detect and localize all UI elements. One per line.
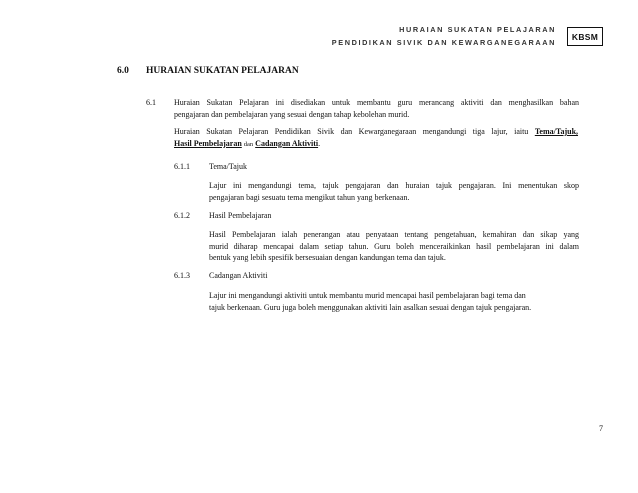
bold-term-tema-tajuk: Tema/Tajuk, bbox=[534, 127, 579, 136]
text-line: pengajaran dan pembelajaran yang sesuai dengan tahap kebolehan murid. bbox=[174, 109, 410, 119]
header-line-1: HURAIAN SUKATAN PELAJARAN bbox=[399, 25, 556, 34]
item-6-1-paragraph-2 bbox=[174, 126, 578, 150]
text-line bbox=[174, 126, 578, 138]
text-line: murid diharap mencapai dalam setiap tahun. Guru boleh menceraikinkan hasil pembelajaran ini dalam bbox=[209, 241, 579, 251]
item-6-1-3-paragraph bbox=[209, 290, 579, 313]
item-6-1-3-number: 6.1.3 bbox=[174, 271, 190, 280]
text-line: Huraian Sukatan Pelajaran ini disediakan untuk membantu guru merancang aktiviti dan menghasilkan bahan bbox=[174, 98, 579, 107]
section-title: HURAIAN SUKATAN PELAJARAN bbox=[146, 66, 299, 76]
item-6-1-1-paragraph bbox=[209, 180, 579, 203]
header-line-2: PENDIDIKAN SIVIK DAN KEWARGANEGARAAN bbox=[331, 38, 556, 47]
bold-term-hasil-pembelajaran: Hasil Pembelajaran bbox=[174, 138, 242, 148]
item-6-1-2-title: Hasil Pembelajaran bbox=[209, 211, 272, 220]
kbsm-badge: KBSM bbox=[567, 27, 603, 46]
text-span: dan bbox=[243, 140, 254, 148]
text-line: pengajaran bagi sesuatu tema mengikut tahun yang berkenaan. bbox=[209, 192, 410, 202]
item-6-1-1-number: 6.1.1 bbox=[174, 162, 190, 171]
text-line: tajuk berkenaan. Guru juga boleh menggunakan aktiviti lain asalkan sesuai dengan tajuk pengajaran. bbox=[209, 302, 532, 312]
text-line: Lajur ini mengandungi aktiviti untuk membantu murid mencapai hasil pembelajaran bagi tema dan bbox=[209, 291, 526, 300]
text-span: Huraian Sukatan Pelajaran Pendidikan Sivik dan Kewarganegaraan mengandungi tiga lajur, iaitu bbox=[174, 127, 529, 136]
item-6-1-3-title: Cadangan Aktiviti bbox=[209, 271, 268, 280]
text-line bbox=[174, 138, 578, 151]
item-6-1-number: 6.1 bbox=[146, 98, 156, 107]
text-line: Lajur ini mengandungi tema, tajuk pengajaran dan huraian tajuk pengajaran. Ini menentukan skop bbox=[209, 181, 579, 190]
item-6-1-2-number: 6.1.2 bbox=[174, 211, 190, 220]
text-span: . bbox=[318, 138, 321, 148]
item-6-1-1-title: Tema/Tajuk bbox=[209, 162, 247, 171]
item-6-1-paragraph-1 bbox=[174, 97, 579, 120]
section-number: 6.0 bbox=[117, 66, 129, 76]
text-line: Hasil Pembelajaran ialah penerangan atau penyataan tentang pengetahuan, kemahiran dan sikap yang bbox=[209, 230, 579, 239]
bold-term-cadangan-aktiviti: Cadangan Aktiviti bbox=[255, 138, 319, 148]
text-line: bentuk yang lebih spesifik bersesuaian dengan kandungan tema dan tajuk. bbox=[209, 253, 446, 262]
item-6-1-2-paragraph bbox=[209, 229, 579, 264]
page-number: 7 bbox=[599, 424, 603, 433]
